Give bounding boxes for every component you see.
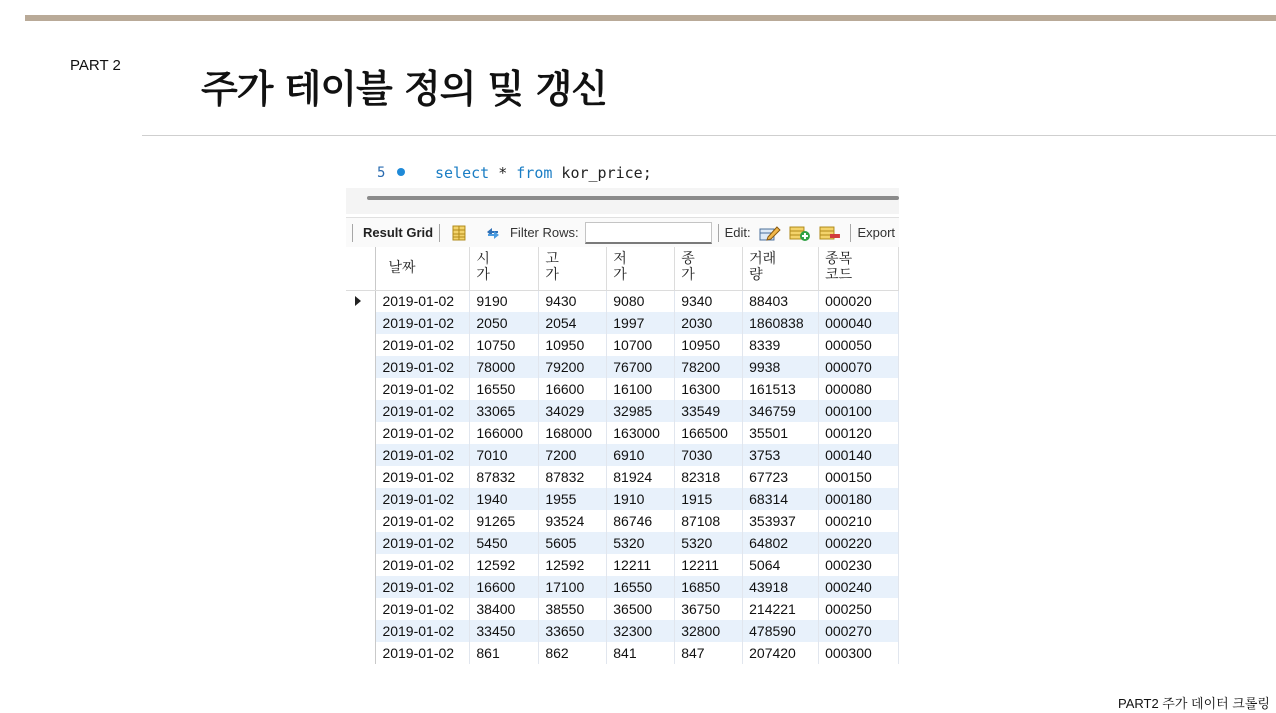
- table-cell[interactable]: 000270: [819, 620, 899, 642]
- table-cell[interactable]: 16550: [470, 378, 539, 400]
- table-cell[interactable]: 38550: [539, 598, 607, 620]
- table-cell[interactable]: 10950: [675, 334, 743, 356]
- row-selector[interactable]: [346, 598, 376, 620]
- grid-layout-icon[interactable]: [450, 224, 468, 242]
- column-header[interactable]: 종목 코드: [819, 247, 899, 290]
- table-cell[interactable]: 166000: [470, 422, 539, 444]
- table-cell[interactable]: 5605: [539, 532, 607, 554]
- table-cell[interactable]: 000220: [819, 532, 899, 554]
- row-selector[interactable]: [346, 554, 376, 576]
- sql-keyword-select: select: [435, 164, 490, 182]
- table-cell[interactable]: 000300: [819, 642, 899, 664]
- table-cell[interactable]: 000040: [819, 312, 899, 334]
- row-selector[interactable]: [346, 642, 376, 664]
- table-cell[interactable]: 168000: [539, 422, 607, 444]
- result-grid[interactable]: [346, 247, 899, 665]
- table-row[interactable]: [346, 400, 899, 422]
- table-cell[interactable]: 33549: [675, 400, 743, 422]
- table-cell[interactable]: 79200: [539, 356, 607, 378]
- table-cell[interactable]: 1997: [607, 312, 675, 334]
- table-cell[interactable]: 82318: [675, 466, 743, 488]
- table-cell[interactable]: 9938: [743, 356, 819, 378]
- table-row[interactable]: [346, 642, 899, 664]
- table-cell[interactable]: 87108: [675, 510, 743, 532]
- table-cell[interactable]: 5320: [607, 532, 675, 554]
- table-cell[interactable]: 93524: [539, 510, 607, 532]
- table-cell[interactable]: 17100: [539, 576, 607, 598]
- table-cell[interactable]: 1910: [607, 488, 675, 510]
- table-cell[interactable]: 2019-01-02: [376, 334, 470, 356]
- table-cell[interactable]: 87832: [470, 466, 539, 488]
- table-cell[interactable]: 78000: [470, 356, 539, 378]
- table-cell[interactable]: 81924: [607, 466, 675, 488]
- row-selector[interactable]: [346, 532, 376, 554]
- table-cell[interactable]: 862: [539, 642, 607, 664]
- row-selector[interactable]: [346, 444, 376, 466]
- add-row-icon[interactable]: [789, 224, 811, 242]
- row-selector[interactable]: [346, 378, 376, 400]
- slide-footer: PART2 주가 데이터 크롤링: [1117, 696, 1270, 711]
- table-cell[interactable]: 3753: [743, 444, 819, 466]
- toolbar-separator: [850, 224, 851, 242]
- table-cell[interactable]: 36500: [607, 598, 675, 620]
- line-number: 5: [377, 165, 386, 181]
- table-cell[interactable]: 87832: [539, 466, 607, 488]
- table-row[interactable]: [346, 488, 899, 510]
- row-selector[interactable]: [346, 510, 376, 532]
- delete-row-icon[interactable]: [819, 224, 841, 242]
- export-label[interactable]: Export: [857, 225, 896, 240]
- edit-pencil-icon[interactable]: [759, 224, 781, 242]
- table-cell[interactable]: 33450: [470, 620, 539, 642]
- result-toolbar: [346, 217, 899, 247]
- table-cell[interactable]: 16850: [675, 576, 743, 598]
- table-cell[interactable]: 1860838: [743, 312, 819, 334]
- table-cell[interactable]: 478590: [743, 620, 819, 642]
- table-cell[interactable]: 7030: [675, 444, 743, 466]
- table-cell[interactable]: 68314: [743, 488, 819, 510]
- column-header[interactable]: 종 가: [675, 247, 743, 290]
- statement-marker-icon: [397, 168, 405, 176]
- table-row[interactable]: [346, 466, 899, 488]
- sql-editor[interactable]: [346, 158, 899, 188]
- table-cell[interactable]: 16550: [607, 576, 675, 598]
- table-cell[interactable]: 000070: [819, 356, 899, 378]
- table-cell[interactable]: 38400: [470, 598, 539, 620]
- editor-horizontal-scrollbar[interactable]: [367, 196, 899, 200]
- current-row-arrow-icon: [355, 296, 361, 306]
- table-cell[interactable]: 000250: [819, 598, 899, 620]
- table-cell[interactable]: 166500: [675, 422, 743, 444]
- table-cell[interactable]: 2054: [539, 312, 607, 334]
- table-row[interactable]: [346, 510, 899, 532]
- table-cell[interactable]: 7010: [470, 444, 539, 466]
- table-cell[interactable]: 2019-01-02: [376, 642, 470, 664]
- column-header[interactable]: 날짜: [376, 247, 470, 290]
- row-selector[interactable]: [346, 466, 376, 488]
- table-cell[interactable]: 12592: [539, 554, 607, 576]
- table-cell[interactable]: 8339: [743, 334, 819, 356]
- table-cell[interactable]: 16600: [539, 378, 607, 400]
- table-cell[interactable]: 2019-01-02: [376, 598, 470, 620]
- table-cell[interactable]: 000210: [819, 510, 899, 532]
- table-cell[interactable]: 32300: [607, 620, 675, 642]
- sql-keyword-from: from: [516, 164, 553, 182]
- sql-star: *: [489, 164, 517, 182]
- table-cell[interactable]: 861: [470, 642, 539, 664]
- table-cell[interactable]: 6910: [607, 444, 675, 466]
- table-cell[interactable]: 16600: [470, 576, 539, 598]
- table-cell[interactable]: 000240: [819, 576, 899, 598]
- table-cell[interactable]: 2019-01-02: [376, 466, 470, 488]
- table-cell[interactable]: 000050: [819, 334, 899, 356]
- table-row[interactable]: [346, 532, 899, 554]
- table-cell[interactable]: 9080: [607, 290, 675, 312]
- top-accent-bar: [25, 15, 1276, 21]
- table-cell[interactable]: 1940: [470, 488, 539, 510]
- edit-label: Edit:: [724, 225, 751, 240]
- header-row: [346, 247, 899, 290]
- sql-statement[interactable]: [435, 164, 652, 182]
- table-cell[interactable]: 67723: [743, 466, 819, 488]
- row-selector[interactable]: [346, 620, 376, 642]
- table-cell[interactable]: 2019-01-02: [376, 290, 470, 312]
- result-grid-tab[interactable]: Result Grid: [363, 225, 434, 240]
- table-cell[interactable]: 1915: [675, 488, 743, 510]
- table-cell[interactable]: 2050: [470, 312, 539, 334]
- table-cell[interactable]: 2019-01-02: [376, 620, 470, 642]
- row-header-corner: [346, 247, 376, 290]
- table-cell[interactable]: 2030: [675, 312, 743, 334]
- row-selector[interactable]: [346, 422, 376, 444]
- refresh-icon[interactable]: [484, 224, 502, 242]
- filter-rows-label: Filter Rows:: [509, 225, 579, 240]
- table-cell[interactable]: 214221: [743, 598, 819, 620]
- table-cell[interactable]: 2019-01-02: [376, 532, 470, 554]
- column-header[interactable]: 고 가: [539, 247, 607, 290]
- table-cell[interactable]: 78200: [675, 356, 743, 378]
- table-row[interactable]: [346, 356, 899, 378]
- table-cell[interactable]: 2019-01-02: [376, 444, 470, 466]
- table-cell[interactable]: 5450: [470, 532, 539, 554]
- row-selector[interactable]: [346, 576, 376, 598]
- table-cell[interactable]: 000100: [819, 400, 899, 422]
- column-header[interactable]: 저 가: [607, 247, 675, 290]
- table-cell[interactable]: 34029: [539, 400, 607, 422]
- table-cell[interactable]: 9430: [539, 290, 607, 312]
- table-row[interactable]: [346, 378, 899, 400]
- row-selector[interactable]: [346, 400, 376, 422]
- column-header[interactable]: 거래 량: [743, 247, 819, 290]
- part-label: PART 2: [70, 57, 121, 74]
- table-cell[interactable]: 16300: [675, 378, 743, 400]
- table-cell[interactable]: 43918: [743, 576, 819, 598]
- table-cell[interactable]: 10750: [470, 334, 539, 356]
- toolbar-separator: [352, 224, 353, 242]
- table-cell[interactable]: 2019-01-02: [376, 312, 470, 334]
- sql-table-name: kor_price;: [552, 164, 652, 182]
- table-cell[interactable]: 32800: [675, 620, 743, 642]
- table-row[interactable]: [346, 598, 899, 620]
- toolbar-separator: [439, 224, 440, 242]
- row-selector[interactable]: [346, 312, 376, 334]
- table-cell[interactable]: 841: [607, 642, 675, 664]
- table-cell[interactable]: 12592: [470, 554, 539, 576]
- row-selector[interactable]: [346, 488, 376, 510]
- table-cell[interactable]: 000230: [819, 554, 899, 576]
- table-cell[interactable]: 10950: [539, 334, 607, 356]
- table-cell[interactable]: 12211: [675, 554, 743, 576]
- table-cell[interactable]: 33650: [539, 620, 607, 642]
- table-cell[interactable]: 1955: [539, 488, 607, 510]
- table-cell[interactable]: 88403: [743, 290, 819, 312]
- table-row[interactable]: [346, 554, 899, 576]
- table-cell[interactable]: 207420: [743, 642, 819, 664]
- row-selector[interactable]: [346, 356, 376, 378]
- table-cell[interactable]: 5064: [743, 554, 819, 576]
- table-cell[interactable]: 7200: [539, 444, 607, 466]
- table-cell[interactable]: 5320: [675, 532, 743, 554]
- grid-body: [346, 290, 899, 664]
- table-cell[interactable]: 9190: [470, 290, 539, 312]
- table-cell[interactable]: 163000: [607, 422, 675, 444]
- table-cell[interactable]: 346759: [743, 400, 819, 422]
- table-cell[interactable]: 2019-01-02: [376, 378, 470, 400]
- table-cell[interactable]: 86746: [607, 510, 675, 532]
- table-row[interactable]: [346, 312, 899, 334]
- table-row[interactable]: [346, 334, 899, 356]
- table-row[interactable]: [346, 444, 899, 466]
- table-row[interactable]: [346, 422, 899, 444]
- table-cell[interactable]: 2019-01-02: [376, 422, 470, 444]
- row-selector[interactable]: [346, 334, 376, 356]
- editor-splitter[interactable]: [346, 188, 899, 214]
- table-cell[interactable]: 35501: [743, 422, 819, 444]
- table-cell[interactable]: 000080: [819, 378, 899, 400]
- table-cell[interactable]: 76700: [607, 356, 675, 378]
- table-cell[interactable]: 353937: [743, 510, 819, 532]
- result-table: [346, 247, 899, 664]
- table-cell[interactable]: 91265: [470, 510, 539, 532]
- table-cell[interactable]: 000020: [819, 290, 899, 312]
- table-row[interactable]: [346, 290, 899, 312]
- table-cell[interactable]: 2019-01-02: [376, 488, 470, 510]
- toolbar-separator: [718, 224, 719, 242]
- table-cell[interactable]: 16100: [607, 378, 675, 400]
- table-cell[interactable]: 2019-01-02: [376, 554, 470, 576]
- column-header[interactable]: 시 가: [470, 247, 539, 290]
- table-cell[interactable]: 000120: [819, 422, 899, 444]
- table-cell[interactable]: 161513: [743, 378, 819, 400]
- table-cell[interactable]: 2019-01-02: [376, 400, 470, 422]
- table-cell[interactable]: 000140: [819, 444, 899, 466]
- table-cell[interactable]: 10700: [607, 334, 675, 356]
- table-cell[interactable]: 000180: [819, 488, 899, 510]
- table-cell[interactable]: 36750: [675, 598, 743, 620]
- table-cell[interactable]: 2019-01-02: [376, 510, 470, 532]
- slide-title: 주가 테이블 정의 및 갱신: [201, 67, 607, 111]
- table-cell[interactable]: 9340: [675, 290, 743, 312]
- table-cell[interactable]: 000150: [819, 466, 899, 488]
- title-divider: [142, 135, 1276, 136]
- table-cell[interactable]: 2019-01-02: [376, 576, 470, 598]
- table-cell[interactable]: 64802: [743, 532, 819, 554]
- table-row[interactable]: [346, 576, 899, 598]
- table-cell[interactable]: 2019-01-02: [376, 356, 470, 378]
- table-cell[interactable]: 847: [675, 642, 743, 664]
- table-cell[interactable]: 33065: [470, 400, 539, 422]
- table-row[interactable]: [346, 620, 899, 642]
- row-selector[interactable]: [346, 290, 376, 312]
- table-cell[interactable]: 32985: [607, 400, 675, 422]
- table-cell[interactable]: 12211: [607, 554, 675, 576]
- filter-rows-input[interactable]: [585, 222, 712, 244]
